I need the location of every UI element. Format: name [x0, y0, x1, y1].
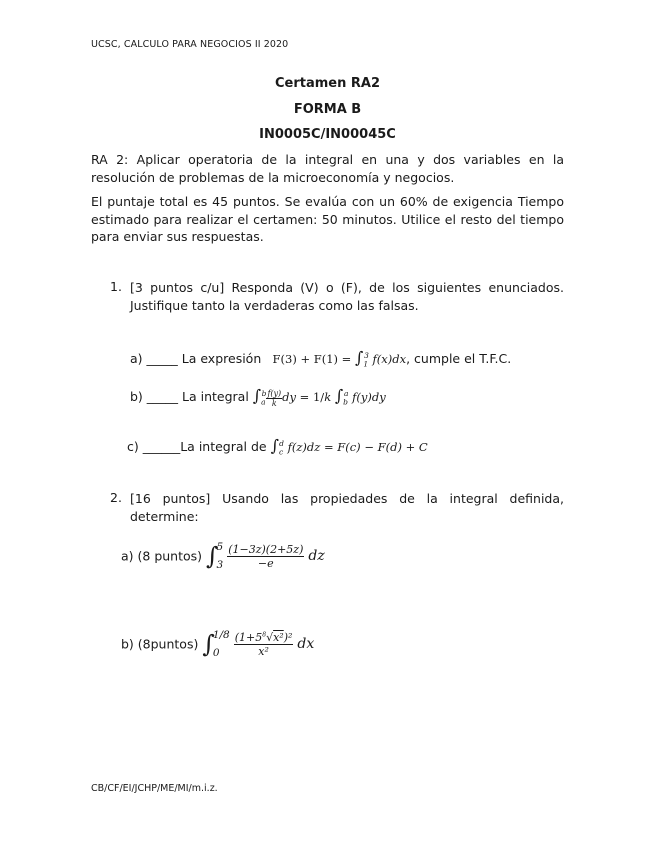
question-1b-formula: $\int_a^b$ $\frac{f(y)}{k}$ dy = 1/k $\int_b^a$ f(y)dy — [252, 386, 386, 408]
question-2a-fraction: $\frac{(1-3z)(2+5z)}{-e}$ — [228, 542, 304, 570]
question-1a — [130, 348, 511, 367]
question-1a-tail: , cumple el T.F.C. — [406, 351, 512, 366]
question-2b-label: b) (8puntos) — [121, 636, 199, 652]
question-1b-label: b) _____ La integral — [130, 389, 249, 404]
course-code: IN0005C/IN00045C — [259, 127, 396, 142]
question-1b — [130, 386, 386, 408]
question-2b-fraction: $\frac{(1+5^8√x^2)^2}{\text{x²}}$ — [234, 630, 293, 658]
question-1c-label: c) ______La integral de — [127, 439, 267, 454]
learning-outcome: RA 2: Aplicar operatoria de la integral en una y dos variables en la resolución de problemas de la microeconomía y negocios. — [91, 152, 564, 185]
question-2b-differential: dx — [297, 636, 315, 652]
question-2b — [121, 626, 314, 662]
question-1a-formula: $F(3) + F(1) = \int_1^3$ f(x)dx — [272, 348, 407, 369]
question-2a-label: a) (8 puntos) — [121, 548, 203, 564]
exam-form: FORMA B — [293, 102, 362, 117]
question-2a — [121, 538, 325, 574]
page-header: UCSC, CALCULO PARA NEGOCIOS II 2020 — [91, 39, 289, 50]
question-2-text: [16 puntos] Usando las propiedades de la integral definida, determine: — [130, 491, 564, 524]
question-1-text: [3 puntos c/u] Responda (V) o (F), de los siguientes enunciados. Justifique tanto la verdaderas como las falsas. — [130, 280, 564, 313]
exam-title: Certamen RA2 — [274, 76, 380, 91]
question-2a-integral: ∫ — [206, 542, 219, 570]
question-1c-formula: $\int_c^d$ f(z)dz = F(c) − F(d) + C — [270, 436, 428, 457]
instructions: El puntaje total es 45 puntos. Se evalúa con un 60% de exigencia Tiempo estimado para realizar el certamen: 50 minutos. Utilice el resto del tiempo para enviar sus respuestas. — [91, 194, 564, 244]
question-1-number: 1. — [110, 279, 122, 294]
question-2a-differential: dz — [308, 548, 325, 564]
question-2b-integral: ∫ — [202, 630, 215, 658]
question-1c — [127, 436, 428, 455]
question-2a-limits: 5 3 — [216, 541, 224, 571]
question-2-number: 2. — [110, 490, 122, 505]
page-footer: CB/CF/EI/JCHP/ME/MI/m.i.z. — [91, 783, 218, 794]
question-2b-limits: 1/8 0 — [212, 629, 230, 659]
question-1a-label: a) _____ La expresión — [130, 351, 262, 366]
